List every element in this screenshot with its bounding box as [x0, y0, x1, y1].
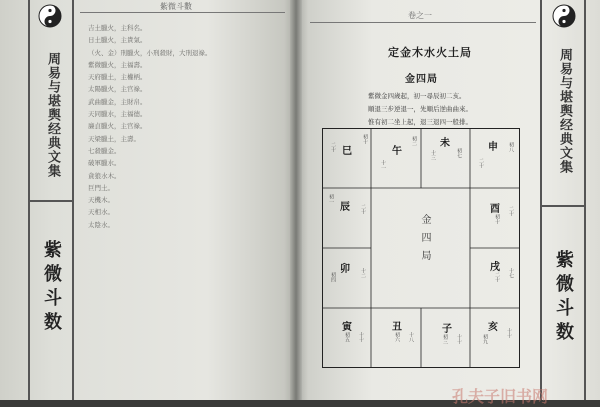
palace-note: 二十 — [478, 158, 484, 168]
text-line: 巨門土。 — [88, 183, 114, 192]
text-line: 廉貞臘火，主官祿。 — [88, 122, 147, 131]
verse-line: 順退三步逆退一，先順后逆曲曲來。 — [368, 105, 472, 113]
palace-branch: 午 — [392, 146, 402, 157]
text-line: 紫微臘火，主福壽。 — [88, 60, 147, 69]
palace-note: 初十 — [494, 214, 500, 224]
section-subtitle: 金四局 — [405, 74, 438, 85]
palace-branch: 丑 — [392, 322, 402, 333]
verse-line: 紫微金四歲起，初一尋辰初二亥。 — [368, 92, 466, 100]
palace-note: 二十 — [330, 142, 336, 152]
text-line: 日土臘火，主貴氣。 — [88, 36, 147, 45]
text-line: （火、金）刑臘火，小刑殺財，大刑退祿。 — [88, 48, 212, 57]
palace-note: 二十 — [360, 204, 366, 214]
left-strip-title: 周易与堪舆经典文集 — [45, 52, 60, 178]
palace-note: 二十 — [508, 206, 514, 216]
palace-grid — [322, 128, 520, 368]
palace-branch: 申 — [488, 142, 498, 153]
text-line: 太陰水。 — [88, 220, 114, 229]
verse-paragraph — [368, 90, 528, 129]
right-strip-subtitle: 紫微斗数 — [553, 250, 574, 346]
palace-branch: 戌 — [490, 262, 500, 273]
palace-note: 初三 — [442, 334, 448, 344]
right-strip-rule — [542, 205, 584, 207]
text-line: 天機木。 — [88, 196, 114, 205]
palace-note: 初一 — [328, 194, 334, 204]
center-label: 金四局 — [419, 214, 430, 268]
watermark-text: 孔夫子旧书网 — [452, 387, 549, 406]
text-line: 破軍臘水。 — [88, 159, 121, 168]
left-page-text — [88, 22, 288, 231]
text-line: 七殺臘金。 — [88, 146, 121, 155]
palace-note: 初七 — [456, 148, 462, 158]
palace-branch: 辰 — [340, 202, 350, 213]
text-line: 武曲臘金，主財帛。 — [88, 97, 147, 106]
palace-note: 十三 — [430, 150, 436, 160]
palace-note: 十一 — [380, 160, 386, 170]
palace-note: 十十 — [358, 332, 364, 342]
palace-note: 初六 — [394, 332, 400, 342]
palace-note: 十二 — [360, 268, 366, 278]
left-strip-subtitle: 紫微斗数 — [41, 240, 62, 336]
left-strip-rule — [30, 200, 72, 202]
palace-branch: 酉 — [490, 204, 500, 215]
text-line: 天同臘水，主福德。 — [88, 110, 147, 119]
palace-note: 初二 — [411, 136, 417, 146]
palace-branch: 子 — [442, 324, 452, 335]
text-line: 天梁臘土，主壽。 — [88, 134, 140, 143]
palace-branch: 卯 — [340, 264, 350, 275]
palace-note: 初五 — [344, 332, 350, 342]
palace-note: 十十 — [506, 328, 512, 338]
palace-note: 二十 — [494, 272, 500, 282]
taiji-icon — [38, 4, 62, 28]
right-strip-title: 周易与堪舆经典文集 — [557, 48, 572, 174]
right-head-rule — [310, 22, 536, 23]
text-line: 天府臘土，主權柄。 — [88, 73, 147, 82]
text-line: 吉土臘火，主科名。 — [88, 24, 147, 32]
left-head-rule — [80, 12, 285, 13]
palace-branch: 未 — [440, 138, 450, 149]
right-running-head: 卷之一 — [408, 11, 432, 20]
palace-note: 十八 — [408, 332, 414, 342]
text-line: 太陽臘火，主官祿。 — [88, 85, 147, 94]
palace-branch: 寅 — [342, 322, 352, 333]
text-line: 貪狼水木。 — [88, 171, 121, 180]
palace-branch: 亥 — [488, 322, 498, 333]
text-line: 天相水。 — [88, 208, 114, 217]
book-spine — [290, 0, 302, 400]
palace-note: 初十 — [362, 134, 368, 144]
palace-note: 十七 — [508, 268, 514, 278]
left-running-head: 紫微斗數 — [160, 2, 192, 11]
palace-note: 十十 — [456, 334, 462, 344]
section-title: 定金木水火土局 — [388, 46, 472, 59]
verse-line: 惟有初二坐上起，退三退四一般排。 — [368, 118, 472, 126]
palace-note: 初八 — [508, 142, 514, 152]
palace-note: 初四 — [330, 272, 336, 282]
taiji-icon — [552, 4, 576, 28]
palace-branch: 巳 — [342, 146, 352, 157]
palace-note: 初九 — [482, 334, 488, 344]
